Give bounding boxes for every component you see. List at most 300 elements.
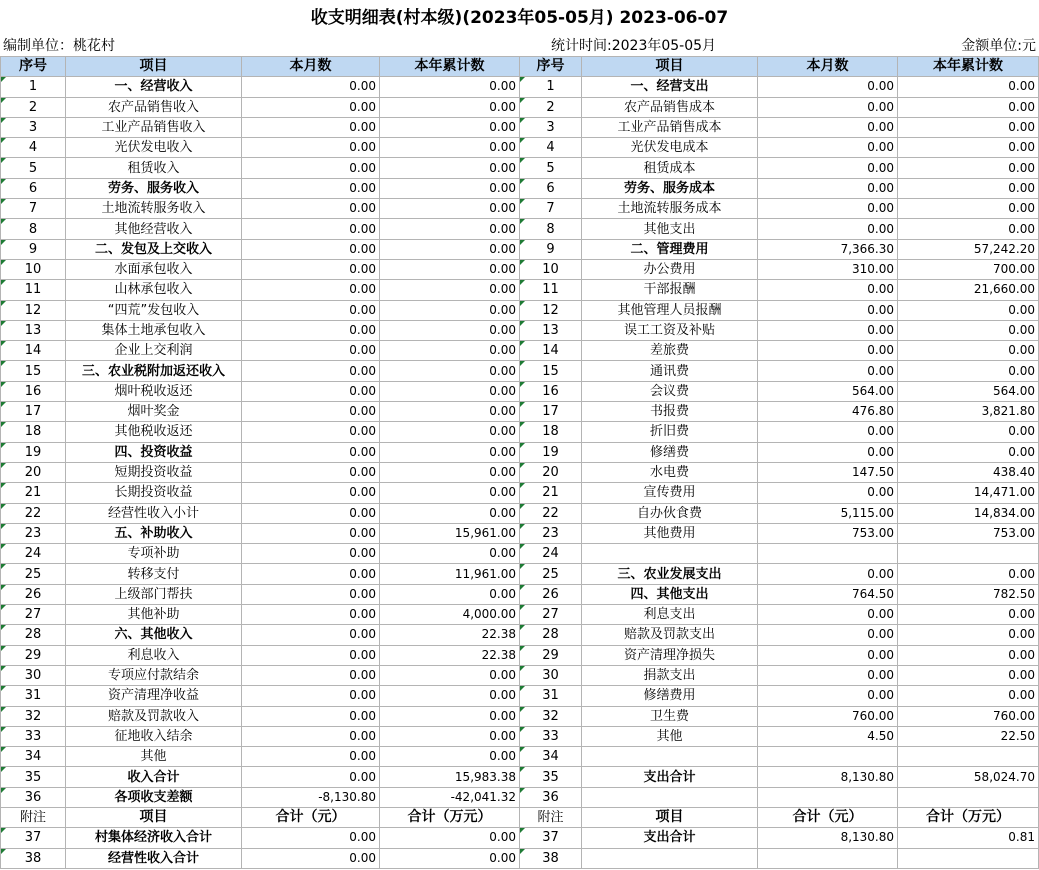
report-title: 收支明细表(村本级)(2023年05-05月) 2023-06-07 [310, 8, 729, 28]
item-cell-right: 折旧费 [582, 422, 758, 442]
table-row [1, 686, 1039, 706]
month-cell-left: 0.00 [242, 97, 380, 117]
item-cell-right: 宣传费用 [582, 483, 758, 503]
month-cell-left: 0.00 [242, 158, 380, 178]
item-cell-left: 工业产品销售收入 [66, 117, 242, 137]
ytd-cell-right: 0.00 [898, 564, 1039, 584]
item-cell-left: 长期投资收益 [66, 483, 242, 503]
seq-cell-right: 13 [520, 320, 582, 340]
seq-cell-left: 18 [1, 422, 66, 442]
table-row [1, 219, 1039, 239]
table-row [1, 381, 1039, 401]
month-cell-right: 4.50 [758, 726, 898, 746]
item-cell-right [582, 747, 758, 767]
header-item-right: 项目 [582, 57, 758, 77]
item-cell-right: 捐款支出 [582, 665, 758, 685]
seq-cell-right: 32 [520, 706, 582, 726]
item-cell-right: 一、经营支出 [582, 77, 758, 97]
ytd-cell-left: 0.00 [380, 483, 520, 503]
month-cell-left: 0.00 [242, 341, 380, 361]
item-cell-left: 山林承包收入 [66, 280, 242, 300]
ytd-cell-right: 21,660.00 [898, 280, 1039, 300]
ytd-cell-right: 14,471.00 [898, 483, 1039, 503]
seq-cell-right: 19 [520, 442, 582, 462]
table-row [1, 625, 1039, 645]
seq-cell-right: 15 [520, 361, 582, 381]
item-cell-right: 其他费用 [582, 523, 758, 543]
month-cell-right: 147.50 [758, 462, 898, 482]
item-cell-right: 会议费 [582, 381, 758, 401]
month-cell-left: 0.00 [242, 178, 380, 198]
item-cell-right: 租赁成本 [582, 158, 758, 178]
seq-cell-right: 7 [520, 199, 582, 219]
month-cell-left: 0.00 [242, 503, 380, 523]
notes-header-yuan-right: 合计（元） [758, 807, 898, 827]
item-cell-right: 光伏发电成本 [582, 138, 758, 158]
month-cell-left: 0.00 [242, 544, 380, 564]
table-row [1, 483, 1039, 503]
item-cell-right: 工业产品销售成本 [582, 117, 758, 137]
ytd-cell-left: 0.00 [380, 320, 520, 340]
summary-seq-right: 38 [520, 848, 582, 868]
table-row [1, 320, 1039, 340]
summary-seq-right: 37 [520, 828, 582, 848]
item-cell-left: 上级部门帮扶 [66, 584, 242, 604]
month-cell-left: 0.00 [242, 300, 380, 320]
table-row [1, 178, 1039, 198]
month-cell-right: 0.00 [758, 341, 898, 361]
item-cell-right: 自办伙食费 [582, 503, 758, 523]
item-cell-right: 办公费用 [582, 259, 758, 279]
table-row [1, 402, 1039, 422]
table-row [1, 767, 1039, 787]
table-row [1, 117, 1039, 137]
item-cell-left: 五、补助收入 [66, 523, 242, 543]
summary-item-right [582, 848, 758, 868]
seq-cell-left: 20 [1, 462, 66, 482]
currency-label: 金额单位:元 [961, 38, 1036, 54]
item-cell-left: 租赁收入 [66, 158, 242, 178]
month-cell-right: 564.00 [758, 381, 898, 401]
month-cell-right: 0.00 [758, 178, 898, 198]
month-cell-left: 0.00 [242, 483, 380, 503]
seq-cell-right: 20 [520, 462, 582, 482]
seq-cell-right: 29 [520, 645, 582, 665]
seq-cell-right: 12 [520, 300, 582, 320]
seq-cell-right: 10 [520, 259, 582, 279]
header-row [1, 57, 1039, 77]
ytd-cell-left: 0.00 [380, 584, 520, 604]
item-cell-left: 收入合计 [66, 767, 242, 787]
ytd-cell-right: 0.00 [898, 645, 1039, 665]
item-cell-right: 差旅费 [582, 341, 758, 361]
month-cell-left: 0.00 [242, 726, 380, 746]
item-cell-right: 卫生费 [582, 706, 758, 726]
month-cell-right: 0.00 [758, 665, 898, 685]
table-row [1, 462, 1039, 482]
seq-cell-left: 31 [1, 686, 66, 706]
month-cell-right [758, 747, 898, 767]
table-row [1, 665, 1039, 685]
ytd-cell-left: 0.00 [380, 422, 520, 442]
seq-cell-right: 2 [520, 97, 582, 117]
month-cell-right: 0.00 [758, 361, 898, 381]
month-cell-right: 0.00 [758, 483, 898, 503]
table-row [1, 564, 1039, 584]
ytd-cell-left: 0.00 [380, 280, 520, 300]
seq-cell-left: 3 [1, 117, 66, 137]
month-cell-left: 0.00 [242, 320, 380, 340]
ytd-cell-left: 22.38 [380, 645, 520, 665]
ytd-cell-left: 0.00 [380, 544, 520, 564]
summary-yuan-right [758, 848, 898, 868]
summary-wan-right [898, 848, 1039, 868]
seq-cell-left: 22 [1, 503, 66, 523]
ytd-cell-left: 0.00 [380, 341, 520, 361]
seq-cell-left: 5 [1, 158, 66, 178]
table-row [1, 280, 1039, 300]
seq-cell-left: 32 [1, 706, 66, 726]
seq-cell-left: 12 [1, 300, 66, 320]
org-unit-label: 编制单位：桃花村 [3, 38, 115, 54]
seq-cell-left: 19 [1, 442, 66, 462]
ytd-cell-right: 0.00 [898, 138, 1039, 158]
notes-header-row [1, 807, 1039, 827]
item-cell-right: 四、其他支出 [582, 584, 758, 604]
header-month-right: 本月数 [758, 57, 898, 77]
table-row [1, 706, 1039, 726]
seq-cell-left: 13 [1, 320, 66, 340]
item-cell-right: 赔款及罚款支出 [582, 625, 758, 645]
ytd-cell-left: 0.00 [380, 97, 520, 117]
table-row [1, 341, 1039, 361]
ytd-cell-left: 0.00 [380, 158, 520, 178]
ytd-cell-right: 0.00 [898, 625, 1039, 645]
month-cell-left: 0.00 [242, 422, 380, 442]
item-cell-right: 其他 [582, 726, 758, 746]
item-cell-right: 其他管理人员报酬 [582, 300, 758, 320]
ytd-cell-right: 0.00 [898, 158, 1039, 178]
month-cell-left: 0.00 [242, 361, 380, 381]
ytd-cell-right: 58,024.70 [898, 767, 1039, 787]
seq-cell-right: 33 [520, 726, 582, 746]
ytd-cell-left: 0.00 [380, 138, 520, 158]
summary-row [1, 848, 1039, 868]
item-cell-left: 烟叶税收返还 [66, 381, 242, 401]
seq-cell-right: 17 [520, 402, 582, 422]
ytd-cell-left: 11,961.00 [380, 564, 520, 584]
ytd-cell-right: 760.00 [898, 706, 1039, 726]
summary-wan-left: 0.00 [380, 848, 520, 868]
month-cell-left: 0.00 [242, 767, 380, 787]
seq-cell-right: 14 [520, 341, 582, 361]
item-cell-left: 集体土地承包收入 [66, 320, 242, 340]
item-cell-left: 利息收入 [66, 645, 242, 665]
item-cell-left: 光伏发电收入 [66, 138, 242, 158]
month-cell-left: 0.00 [242, 625, 380, 645]
summary-row [1, 828, 1039, 848]
ytd-cell-right: 0.00 [898, 199, 1039, 219]
seq-cell-right: 4 [520, 138, 582, 158]
seq-cell-left: 26 [1, 584, 66, 604]
summary-yuan-right: 8,130.80 [758, 828, 898, 848]
ytd-cell-right: 0.00 [898, 219, 1039, 239]
item-cell-left: 专项补助 [66, 544, 242, 564]
seq-cell-left: 36 [1, 787, 66, 807]
item-cell-right: 三、农业发展支出 [582, 564, 758, 584]
table-row [1, 77, 1039, 97]
ytd-cell-left: 15,983.38 [380, 767, 520, 787]
item-cell-right: 土地流转服务成本 [582, 199, 758, 219]
notes-header-yuan-left: 合计（元） [242, 807, 380, 827]
seq-cell-right: 8 [520, 219, 582, 239]
table-row [1, 726, 1039, 746]
month-cell-right: 0.00 [758, 199, 898, 219]
ytd-cell-left: 0.00 [380, 361, 520, 381]
table-row [1, 442, 1039, 462]
seq-cell-left: 11 [1, 280, 66, 300]
item-cell-left: 水面承包收入 [66, 259, 242, 279]
month-cell-right: 476.80 [758, 402, 898, 422]
seq-cell-right: 18 [520, 422, 582, 442]
item-cell-left: 各项收支差额 [66, 787, 242, 807]
month-cell-left: 0.00 [242, 747, 380, 767]
seq-cell-right: 27 [520, 605, 582, 625]
seq-cell-left: 27 [1, 605, 66, 625]
header-ytd-right: 本年累计数 [898, 57, 1039, 77]
ytd-cell-right: 700.00 [898, 259, 1039, 279]
notes-header-wan-right: 合计（万元） [898, 807, 1039, 827]
ytd-cell-right: 0.00 [898, 117, 1039, 137]
header-month-left: 本月数 [242, 57, 380, 77]
ytd-cell-right: 22.50 [898, 726, 1039, 746]
ytd-cell-right: 438.40 [898, 462, 1039, 482]
item-cell-right: 干部报酬 [582, 280, 758, 300]
item-cell-right [582, 544, 758, 564]
month-cell-right: 0.00 [758, 300, 898, 320]
month-cell-left: 0.00 [242, 584, 380, 604]
item-cell-left: 资产清理净收益 [66, 686, 242, 706]
ytd-cell-right: 3,821.80 [898, 402, 1039, 422]
month-cell-left: 0.00 [242, 219, 380, 239]
month-cell-right: 0.00 [758, 605, 898, 625]
header-seq-right: 序号 [520, 57, 582, 77]
table-row [1, 300, 1039, 320]
item-cell-right: 资产清理净损失 [582, 645, 758, 665]
month-cell-right: 0.00 [758, 280, 898, 300]
ytd-cell-left: 0.00 [380, 726, 520, 746]
month-cell-right: 0.00 [758, 645, 898, 665]
table-row [1, 523, 1039, 543]
month-cell-right: 0.00 [758, 97, 898, 117]
item-cell-right: 水电费 [582, 462, 758, 482]
table-row [1, 584, 1039, 604]
ytd-cell-right: 14,834.00 [898, 503, 1039, 523]
seq-cell-left: 4 [1, 138, 66, 158]
seq-cell-left: 34 [1, 747, 66, 767]
seq-cell-left: 2 [1, 97, 66, 117]
seq-cell-left: 8 [1, 219, 66, 239]
item-cell-left: 专项应付款结余 [66, 665, 242, 685]
table-row [1, 361, 1039, 381]
item-cell-left: 烟叶奖金 [66, 402, 242, 422]
item-cell-left: 其他补助 [66, 605, 242, 625]
ytd-cell-left: 0.00 [380, 665, 520, 685]
header-seq-left: 序号 [1, 57, 66, 77]
summary-item-left: 经营性收入合计 [66, 848, 242, 868]
table-row [1, 138, 1039, 158]
ytd-cell-left: 0.00 [380, 503, 520, 523]
month-cell-right: 0.00 [758, 158, 898, 178]
item-cell-left: 农产品销售收入 [66, 97, 242, 117]
ytd-cell-right [898, 544, 1039, 564]
item-cell-left: 赔款及罚款收入 [66, 706, 242, 726]
seq-cell-left: 6 [1, 178, 66, 198]
ytd-cell-right: 0.00 [898, 686, 1039, 706]
seq-cell-left: 25 [1, 564, 66, 584]
ytd-cell-left: 0.00 [380, 381, 520, 401]
month-cell-left: 0.00 [242, 645, 380, 665]
summary-wan-right: 0.81 [898, 828, 1039, 848]
ytd-cell-left: 0.00 [380, 747, 520, 767]
item-cell-left: 其他经营收入 [66, 219, 242, 239]
table-row [1, 422, 1039, 442]
seq-cell-right: 22 [520, 503, 582, 523]
ytd-cell-right: 0.00 [898, 605, 1039, 625]
ytd-cell-left: 0.00 [380, 77, 520, 97]
month-cell-right [758, 787, 898, 807]
item-cell-left: “四荒”发包收入 [66, 300, 242, 320]
month-cell-right: 8,130.80 [758, 767, 898, 787]
header-item-left: 项目 [66, 57, 242, 77]
header-ytd-left: 本年累计数 [380, 57, 520, 77]
notes-header-note-right: 附注 [520, 807, 582, 827]
month-cell-right: 0.00 [758, 564, 898, 584]
table-row [1, 747, 1039, 767]
month-cell-right: 0.00 [758, 219, 898, 239]
month-cell-right: 0.00 [758, 422, 898, 442]
table-row [1, 97, 1039, 117]
item-cell-left: 其他 [66, 747, 242, 767]
item-cell-right: 利息支出 [582, 605, 758, 625]
month-cell-left: 0.00 [242, 686, 380, 706]
ytd-cell-left: 0.00 [380, 259, 520, 279]
summary-yuan-left: 0.00 [242, 828, 380, 848]
seq-cell-left: 30 [1, 665, 66, 685]
month-cell-left: 0.00 [242, 564, 380, 584]
ytd-cell-left: 0.00 [380, 199, 520, 219]
month-cell-right [758, 544, 898, 564]
notes-header-item-left: 项目 [66, 807, 242, 827]
table-row [1, 199, 1039, 219]
month-cell-right: 760.00 [758, 706, 898, 726]
item-cell-left: 土地流转服务收入 [66, 199, 242, 219]
seq-cell-right: 35 [520, 767, 582, 787]
month-cell-right: 0.00 [758, 138, 898, 158]
month-cell-left: 0.00 [242, 402, 380, 422]
ytd-cell-left: 0.00 [380, 300, 520, 320]
summary-wan-left: 0.00 [380, 828, 520, 848]
seq-cell-right: 25 [520, 564, 582, 584]
seq-cell-right: 36 [520, 787, 582, 807]
seq-cell-right: 3 [520, 117, 582, 137]
ytd-cell-right: 0.00 [898, 422, 1039, 442]
ytd-cell-left: 0.00 [380, 462, 520, 482]
seq-cell-right: 31 [520, 686, 582, 706]
item-cell-right [582, 787, 758, 807]
month-cell-right: 764.50 [758, 584, 898, 604]
item-cell-right: 二、管理费用 [582, 239, 758, 259]
ytd-cell-left: 0.00 [380, 219, 520, 239]
seq-cell-left: 23 [1, 523, 66, 543]
ytd-cell-left: 22.38 [380, 625, 520, 645]
seq-cell-right: 21 [520, 483, 582, 503]
seq-cell-right: 16 [520, 381, 582, 401]
month-cell-right: 0.00 [758, 77, 898, 97]
notes-header-wan-left: 合计（万元） [380, 807, 520, 827]
seq-cell-right: 28 [520, 625, 582, 645]
table-row [1, 787, 1039, 807]
ytd-cell-left: 4,000.00 [380, 605, 520, 625]
item-cell-right: 书报费 [582, 402, 758, 422]
seq-cell-left: 33 [1, 726, 66, 746]
item-cell-left: 六、其他收入 [66, 625, 242, 645]
seq-cell-left: 35 [1, 767, 66, 787]
month-cell-left: 0.00 [242, 462, 380, 482]
month-cell-right: 0.00 [758, 686, 898, 706]
seq-cell-right: 6 [520, 178, 582, 198]
table-row [1, 503, 1039, 523]
ytd-cell-right [898, 787, 1039, 807]
seq-cell-right: 23 [520, 523, 582, 543]
item-cell-left: 劳务、服务收入 [66, 178, 242, 198]
summary-item-right: 支出合计 [582, 828, 758, 848]
item-cell-right: 其他支出 [582, 219, 758, 239]
ytd-cell-left: 0.00 [380, 117, 520, 137]
month-cell-right: 310.00 [758, 259, 898, 279]
ytd-cell-left: 0.00 [380, 706, 520, 726]
ytd-cell-right: 0.00 [898, 178, 1039, 198]
month-cell-left: 0.00 [242, 138, 380, 158]
item-cell-left: 二、发包及上交收入 [66, 239, 242, 259]
item-cell-left: 经营性收入小计 [66, 503, 242, 523]
month-cell-right: 0.00 [758, 442, 898, 462]
ytd-cell-right: 0.00 [898, 77, 1039, 97]
item-cell-left: 四、投资收益 [66, 442, 242, 462]
summary-seq-left: 37 [1, 828, 66, 848]
month-cell-left: 0.00 [242, 77, 380, 97]
month-cell-right: 5,115.00 [758, 503, 898, 523]
seq-cell-left: 10 [1, 259, 66, 279]
item-cell-right: 修缮费 [582, 442, 758, 462]
summary-yuan-left: 0.00 [242, 848, 380, 868]
summary-seq-left: 38 [1, 848, 66, 868]
ytd-cell-right: 0.00 [898, 320, 1039, 340]
ytd-cell-right: 753.00 [898, 523, 1039, 543]
month-cell-right: 753.00 [758, 523, 898, 543]
ytd-cell-left: -42,041.32 [380, 787, 520, 807]
seq-cell-left: 9 [1, 239, 66, 259]
month-cell-left: 0.00 [242, 605, 380, 625]
report-meta [0, 36, 1039, 56]
item-cell-right: 劳务、服务成本 [582, 178, 758, 198]
month-cell-left: 0.00 [242, 706, 380, 726]
table-row [1, 239, 1039, 259]
table-row [1, 158, 1039, 178]
month-cell-left: -8,130.80 [242, 787, 380, 807]
ytd-cell-right: 0.00 [898, 300, 1039, 320]
ytd-cell-right: 57,242.20 [898, 239, 1039, 259]
